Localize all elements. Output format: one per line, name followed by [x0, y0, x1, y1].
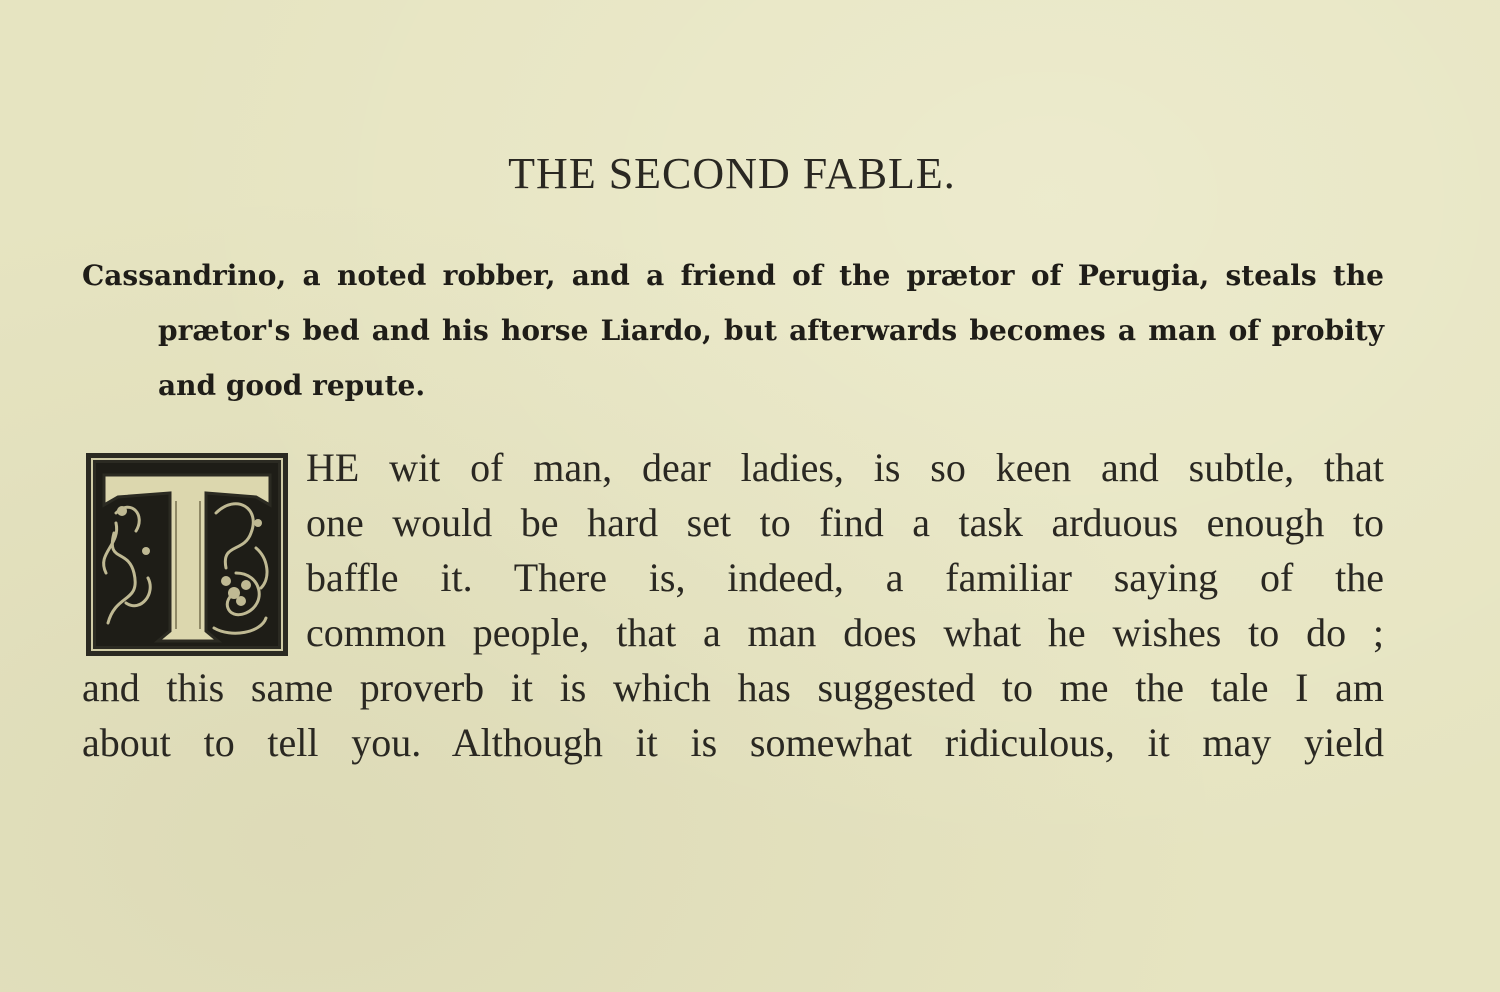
drop-cap-space — [82, 440, 306, 656]
page-title: THE SECOND FABLE. — [508, 149, 956, 198]
body-line: and this same proverb it is which has suggested to me the tale I am — [82, 665, 1384, 710]
body-line: about to tell you. Although it is somewhat ridiculous, it may yield — [82, 720, 1384, 765]
body-line: baffle it. There is, indeed, a familiar saying of the — [306, 555, 1384, 600]
body-line: one would be hard set to find a task arduous enough to — [306, 500, 1384, 545]
body-line: common people, that a man does what he wishes to do ; — [306, 610, 1384, 655]
fable-body — [82, 440, 1384, 770]
fable-summary-heading: Cassandrino, a noted robber, and a friend of the prætor of Perugia, steals the prætor's bed and his horse Liardo, but afterwards becomes a man of probity and good repute. — [82, 259, 1384, 402]
body-line: HE wit of man, dear ladies, is so keen and subtle, that — [306, 445, 1384, 490]
